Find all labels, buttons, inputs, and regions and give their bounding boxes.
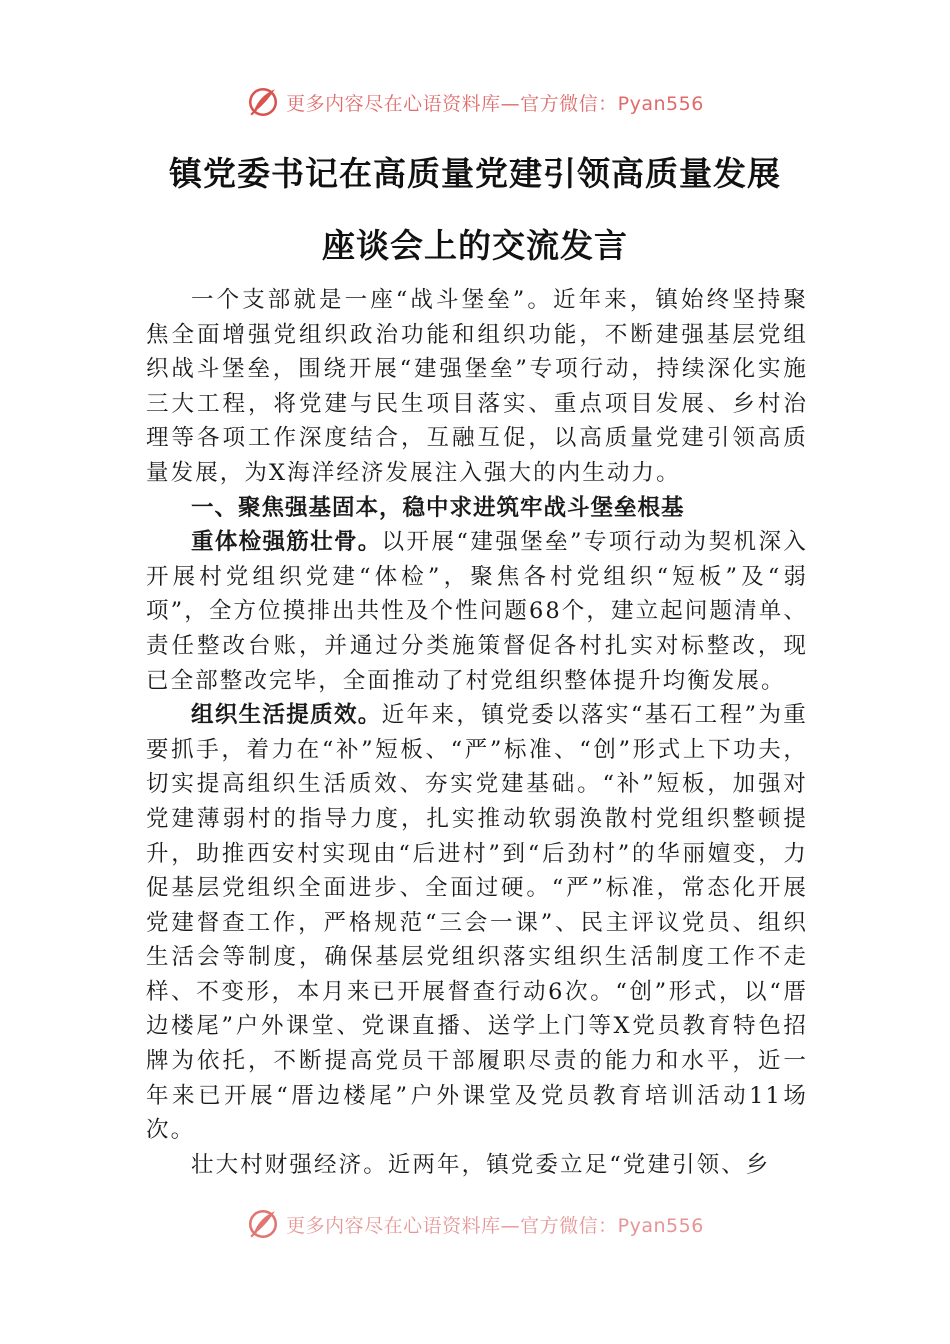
paragraph-1 — [146, 525, 808, 698]
paragraph-2 — [146, 698, 808, 1148]
feather-quill-logo-icon — [246, 1207, 280, 1241]
paragraph-2-lead: 组织生活提质效。 — [191, 702, 382, 729]
footer-watermark — [0, 1206, 950, 1242]
document-title-line2: 座谈会上的交流发言 — [322, 226, 628, 265]
feather-quill-logo-icon — [246, 85, 280, 119]
document-title-line1: 镇党委书记在高质量党建引领高质量发展 — [169, 154, 781, 193]
document-body — [146, 283, 808, 1182]
section-1-heading: 一、聚焦强基固本，稳中求进筑牢战斗堡垒根基 — [191, 494, 685, 521]
intro-paragraph: 一个支部就是一座“战斗堡垒”。近年来，镇始终坚持聚焦全面增强党组织政治功能和组织功能，不断建强基层党组织战斗堡垒，围绕开展“建强堡垒”专项行动，持续深化实施三大工程，将党建与民生项目落实、重点项目发展、乡村治理等各项工作深度结合，互融互促，以高质量党建引领高质量发展，为X海洋经济发展注入强大的内生动力。 — [146, 287, 808, 486]
header-watermark — [0, 82, 950, 122]
header-watermark-text: 更多内容尽在心语资料库—官方微信：Pyan556 — [286, 92, 704, 115]
paragraph-3: 壮大村财强经济。近两年，镇党委立足“党建引领、乡 — [191, 1151, 771, 1178]
paragraph-2-text: 近年来，镇党委以落实“基石工程”为重要抓手，着力在“补”短板、“严”标准、“创”形式上下功夫，切实提高组织生活质效、夯实党建基础。“补”短板，加强对党建薄弱村的指导力度，扎实推动软弱涣散村党组织整顿提升，助推西安村实现由“后进村”到“后劲村”的华丽嬗变，力促基层党组织全面进步、全面过硬。“严”标准，常态化开展党建督查工作，严格规范“三会一课”、民主评议党员、组织生活会等制度，确保基层党组织落实组织生活制度工作不走样、不变形，本月来已开展督查行动6次。“创”形式，以“厝边楼尾”户外课堂、党课直播、送学上门等X党员教育特色招牌为依托，不断提高党员干部履职尽责的能力和水平，近一年来已开展“厝边楼尾”户外课堂及党员教育培训活动11场次。 — [146, 702, 808, 1144]
paragraph-1-text: 以开展“建强堡垒”专项行动为契机深入开展村党组织党建“体检”，聚焦各村党组织“短板”及“弱项”，全方位摸排出共性及个性问题68个，建立起问题清单、责任整改台账，并通过分类施策督促各村扎实对标整改，现已全部整改完毕，全面推动了村党组织整体提升均衡发展。 — [146, 529, 808, 694]
paragraph-1-lead: 重体检强筋壮骨。 — [191, 529, 382, 556]
footer-watermark-text: 更多内容尽在心语资料库—官方微信：Pyan556 — [286, 1214, 704, 1237]
